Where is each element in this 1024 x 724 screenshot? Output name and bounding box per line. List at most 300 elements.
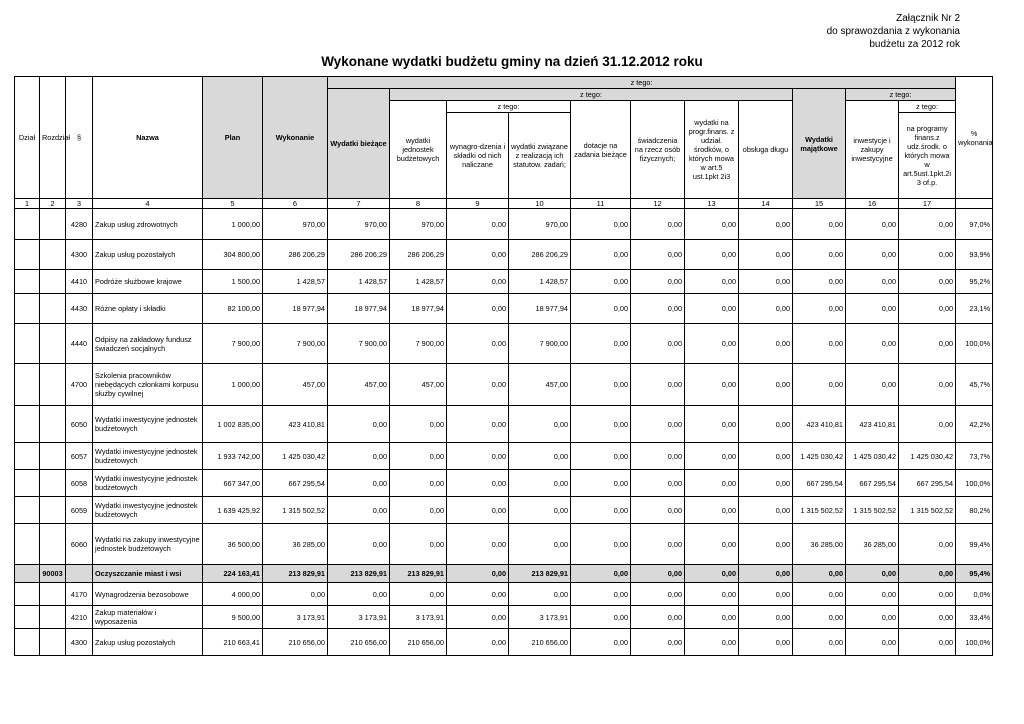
- cell-obs: 0,00: [739, 209, 793, 240]
- header-plan: Plan: [203, 77, 263, 199]
- cell-inw: 0,00: [846, 583, 899, 606]
- cell-inw: 0,00: [846, 364, 899, 406]
- cell-dzial: [15, 294, 40, 324]
- cell-inw: 0,00: [846, 629, 899, 656]
- cell-wyk: 36 285,00: [263, 524, 328, 565]
- cell-wyk: 667 295,54: [263, 470, 328, 497]
- cell-stat: 3 173,91: [509, 606, 571, 629]
- cell-progr: 0,00: [685, 470, 739, 497]
- cell-dot: 0,00: [571, 497, 631, 524]
- cell-swi: 0,00: [631, 406, 685, 443]
- cell-maj: 1 315 502,52: [793, 497, 846, 524]
- cell-dot: 0,00: [571, 443, 631, 470]
- cell-plan: 4 000,00: [203, 583, 263, 606]
- cell-biez: 0,00: [328, 583, 390, 606]
- cell-plan: 1 000,00: [203, 209, 263, 240]
- cell-plan: 1 500,00: [203, 270, 263, 294]
- cell-nazwa: Różne opłaty i składki: [93, 294, 203, 324]
- header-progr-finans: wydatki na progr.finans. z udział. środków, o których mowa w art.5 ust.1pkt 2i3: [685, 101, 739, 199]
- cell-obs: 0,00: [739, 497, 793, 524]
- cell-pct: 23,1%: [956, 294, 993, 324]
- cell-jedn: 970,00: [390, 209, 447, 240]
- cell-nazwa: Zakup usług pozostałych: [93, 629, 203, 656]
- column-number: 6: [263, 199, 328, 209]
- cell-rozdzial: [40, 364, 66, 406]
- cell-par: 6059: [66, 497, 93, 524]
- cell-nazwa: Wydatki inwestycyjne jednostek budżetowych: [93, 443, 203, 470]
- cell-inw: 1 315 502,52: [846, 497, 899, 524]
- cell-biez: 0,00: [328, 406, 390, 443]
- cell-swi: 0,00: [631, 443, 685, 470]
- cell-obs: 0,00: [739, 406, 793, 443]
- cell-dot: 0,00: [571, 294, 631, 324]
- cell-prog: 0,00: [899, 406, 956, 443]
- cell-wyn: 0,00: [447, 524, 509, 565]
- cell-pct: 97,0%: [956, 209, 993, 240]
- cell-par: 4300: [66, 629, 93, 656]
- cell-plan: 1 639 425,92: [203, 497, 263, 524]
- cell-wyk: 1 428,57: [263, 270, 328, 294]
- header-rozdzial: Rozdział: [40, 77, 66, 199]
- cell-progr: 0,00: [685, 497, 739, 524]
- column-number: 1: [15, 199, 40, 209]
- cell-progr: 0,00: [685, 524, 739, 565]
- cell-swi: 0,00: [631, 324, 685, 364]
- header-majatkowe: Wydatki majątkowe: [793, 89, 846, 199]
- column-number: 5: [203, 199, 263, 209]
- attachment-note: [827, 12, 960, 51]
- header-z-tego-majatkowe: z tego:: [846, 89, 956, 101]
- cell-nazwa: Zakup usług pozostałych: [93, 240, 203, 270]
- cell-jedn: 1 428,57: [390, 270, 447, 294]
- table-row: [15, 583, 993, 606]
- header-inwestycje: inwestycje i zakupy inwestycyjne: [846, 101, 899, 199]
- cell-rozdzial: [40, 470, 66, 497]
- cell-biez: 970,00: [328, 209, 390, 240]
- cell-par: 4170: [66, 583, 93, 606]
- cell-prog: 0,00: [899, 565, 956, 583]
- cell-stat: 457,00: [509, 364, 571, 406]
- header-statutowe: wydatki związane z realizacją ich statutow. zadań;: [509, 113, 571, 199]
- cell-prog: 0,00: [899, 209, 956, 240]
- column-number: 7: [328, 199, 390, 209]
- cell-swi: 0,00: [631, 294, 685, 324]
- cell-pct: 0,0%: [956, 583, 993, 606]
- cell-prog: 0,00: [899, 364, 956, 406]
- cell-swi: 0,00: [631, 240, 685, 270]
- cell-stat: 0,00: [509, 470, 571, 497]
- table-row: [15, 524, 993, 565]
- cell-plan: 1 933 742,00: [203, 443, 263, 470]
- cell-stat: 970,00: [509, 209, 571, 240]
- cell-dot: 0,00: [571, 209, 631, 240]
- cell-dzial: [15, 209, 40, 240]
- cell-rozdzial: [40, 629, 66, 656]
- cell-progr: 0,00: [685, 583, 739, 606]
- column-number: 14: [739, 199, 793, 209]
- cell-wyk: 210 656,00: [263, 629, 328, 656]
- cell-progr: 0,00: [685, 443, 739, 470]
- cell-jedn: 3 173,91: [390, 606, 447, 629]
- cell-maj: 0,00: [793, 294, 846, 324]
- cell-biez: 210 656,00: [328, 629, 390, 656]
- cell-wyn: 0,00: [447, 606, 509, 629]
- cell-wyn: 0,00: [447, 565, 509, 583]
- cell-rozdzial: [40, 324, 66, 364]
- header-dzial: Dział: [15, 77, 40, 199]
- cell-maj: 0,00: [793, 240, 846, 270]
- cell-pct: 42,2%: [956, 406, 993, 443]
- cell-obs: 0,00: [739, 606, 793, 629]
- cell-par: 4430: [66, 294, 93, 324]
- cell-prog: 1 315 502,52: [899, 497, 956, 524]
- cell-biez: 18 977,94: [328, 294, 390, 324]
- cell-maj: 423 410,81: [793, 406, 846, 443]
- cell-wyk: 423 410,81: [263, 406, 328, 443]
- cell-stat: 1 428,57: [509, 270, 571, 294]
- cell-dzial: [15, 629, 40, 656]
- cell-maj: 0,00: [793, 629, 846, 656]
- cell-swi: 0,00: [631, 524, 685, 565]
- cell-wyk: 457,00: [263, 364, 328, 406]
- cell-swi: 0,00: [631, 497, 685, 524]
- cell-rozdzial: [40, 524, 66, 565]
- column-number: 4: [93, 199, 203, 209]
- column-number: 17: [899, 199, 956, 209]
- cell-rozdzial: [40, 294, 66, 324]
- cell-wyn: 0,00: [447, 209, 509, 240]
- cell-maj: 0,00: [793, 364, 846, 406]
- cell-dot: 0,00: [571, 270, 631, 294]
- header-swiadczenia: świadczenia na rzecz osób fizycznych;: [631, 101, 685, 199]
- cell-dzial: [15, 364, 40, 406]
- cell-nazwa: Wynagrodzenia bezosobowe: [93, 583, 203, 606]
- table-row: [15, 324, 993, 364]
- cell-pct: 100,0%: [956, 324, 993, 364]
- cell-dzial: [15, 524, 40, 565]
- cell-plan: 304 800,00: [203, 240, 263, 270]
- column-number: 8: [390, 199, 447, 209]
- cell-jedn: 286 206,29: [390, 240, 447, 270]
- cell-pct: 45,7%: [956, 364, 993, 406]
- cell-stat: 0,00: [509, 524, 571, 565]
- header-z-tego-inw: z tego:: [899, 101, 956, 113]
- cell-dzial: [15, 565, 40, 583]
- cell-biez: 1 428,57: [328, 270, 390, 294]
- cell-maj: 667 295,54: [793, 470, 846, 497]
- header-z-tego-top: z tego:: [328, 77, 956, 89]
- cell-biez: 3 173,91: [328, 606, 390, 629]
- cell-jedn: 0,00: [390, 406, 447, 443]
- cell-pct: 80,2%: [956, 497, 993, 524]
- cell-pct: 93,9%: [956, 240, 993, 270]
- table-row: [15, 364, 993, 406]
- cell-dzial: [15, 583, 40, 606]
- cell-par: 6050: [66, 406, 93, 443]
- cell-wyn: 0,00: [447, 583, 509, 606]
- cell-wyk: 3 173,91: [263, 606, 328, 629]
- cell-prog: 0,00: [899, 583, 956, 606]
- cell-inw: 0,00: [846, 240, 899, 270]
- cell-wyk: 213 829,91: [263, 565, 328, 583]
- cell-jedn: 0,00: [390, 443, 447, 470]
- cell-dzial: [15, 240, 40, 270]
- column-number: 11: [571, 199, 631, 209]
- cell-rozdzial: [40, 270, 66, 294]
- cell-par: 6057: [66, 443, 93, 470]
- cell-dzial: [15, 606, 40, 629]
- cell-wyn: 0,00: [447, 240, 509, 270]
- cell-progr: 0,00: [685, 294, 739, 324]
- cell-plan: 1 002 835,00: [203, 406, 263, 443]
- header-jedn-budz: wydatki jednostek budżetowych: [390, 101, 447, 199]
- header-biezace: Wydatki bieżące: [328, 89, 390, 199]
- cell-maj: 0,00: [793, 324, 846, 364]
- cell-plan: 9 500,00: [203, 606, 263, 629]
- cell-wyn: 0,00: [447, 324, 509, 364]
- cell-wyk: 286 206,29: [263, 240, 328, 270]
- cell-obs: 0,00: [739, 443, 793, 470]
- section-total-row: [15, 565, 993, 583]
- cell-swi: 0,00: [631, 606, 685, 629]
- cell-dot: 0,00: [571, 364, 631, 406]
- header-nazwa: Nazwa: [93, 77, 203, 199]
- cell-stat: 0,00: [509, 583, 571, 606]
- cell-stat: 18 977,94: [509, 294, 571, 324]
- table-row: [15, 497, 993, 524]
- cell-obs: 0,00: [739, 524, 793, 565]
- cell-swi: 0,00: [631, 583, 685, 606]
- cell-prog: 0,00: [899, 270, 956, 294]
- cell-rozdzial: 90003: [40, 565, 66, 583]
- cell-dot: 0,00: [571, 629, 631, 656]
- cell-obs: 0,00: [739, 324, 793, 364]
- cell-progr: 0,00: [685, 606, 739, 629]
- cell-par: 4410: [66, 270, 93, 294]
- cell-wyn: 0,00: [447, 470, 509, 497]
- cell-obs: 0,00: [739, 270, 793, 294]
- attachment-line-2: do sprawozdania z wykonania: [826, 26, 960, 37]
- attachment-line-3: budżetu za 2012 rok: [869, 39, 960, 50]
- attachment-line-1: Załącznik Nr 2: [896, 13, 960, 24]
- cell-stat: 0,00: [509, 443, 571, 470]
- cell-rozdzial: [40, 240, 66, 270]
- cell-nazwa: Wydatki inwestycyjne jednostek budżetowych: [93, 497, 203, 524]
- cell-inw: 0,00: [846, 324, 899, 364]
- cell-dzial: [15, 406, 40, 443]
- cell-stat: 0,00: [509, 406, 571, 443]
- cell-obs: 0,00: [739, 629, 793, 656]
- cell-nazwa: Wydatki inwestycyjne jednostek budżetowych: [93, 406, 203, 443]
- cell-plan: 667 347,00: [203, 470, 263, 497]
- cell-pct: 33,4%: [956, 606, 993, 629]
- column-number: 13: [685, 199, 739, 209]
- cell-plan: 210 663,41: [203, 629, 263, 656]
- cell-rozdzial: [40, 209, 66, 240]
- cell-swi: 0,00: [631, 470, 685, 497]
- cell-pct: 95,2%: [956, 270, 993, 294]
- cell-progr: 0,00: [685, 406, 739, 443]
- header-wynagrodzenia: wynagro-dzenia i składki od nich naliczane: [447, 113, 509, 199]
- cell-wyk: 1 425 030,42: [263, 443, 328, 470]
- cell-wyn: 0,00: [447, 294, 509, 324]
- cell-par: 4280: [66, 209, 93, 240]
- cell-wyk: 18 977,94: [263, 294, 328, 324]
- cell-wyn: 0,00: [447, 270, 509, 294]
- cell-prog: 0,00: [899, 629, 956, 656]
- table-row: [15, 443, 993, 470]
- cell-stat: 286 206,29: [509, 240, 571, 270]
- cell-prog: 0,00: [899, 294, 956, 324]
- cell-obs: 0,00: [739, 364, 793, 406]
- cell-obs: 0,00: [739, 470, 793, 497]
- cell-jedn: 210 656,00: [390, 629, 447, 656]
- cell-maj: 0,00: [793, 209, 846, 240]
- cell-biez: 0,00: [328, 470, 390, 497]
- cell-maj: 36 285,00: [793, 524, 846, 565]
- cell-maj: 0,00: [793, 565, 846, 583]
- cell-dot: 0,00: [571, 606, 631, 629]
- cell-nazwa: Zakup materiałów i wyposażenia: [93, 606, 203, 629]
- cell-maj: 0,00: [793, 606, 846, 629]
- cell-biez: 7 900,00: [328, 324, 390, 364]
- cell-par: 4210: [66, 606, 93, 629]
- cell-jedn: 7 900,00: [390, 324, 447, 364]
- cell-dot: 0,00: [571, 470, 631, 497]
- cell-jedn: 0,00: [390, 524, 447, 565]
- cell-par: 6058: [66, 470, 93, 497]
- cell-obs: 0,00: [739, 583, 793, 606]
- cell-swi: 0,00: [631, 364, 685, 406]
- cell-progr: 0,00: [685, 364, 739, 406]
- budget-table-body: [15, 209, 993, 656]
- header-dotacje: dotacje na zadania bieżące: [571, 101, 631, 199]
- cell-wyn: 0,00: [447, 497, 509, 524]
- cell-rozdzial: [40, 406, 66, 443]
- cell-prog: 0,00: [899, 240, 956, 270]
- cell-inw: 0,00: [846, 606, 899, 629]
- header-z-tego-jedn: z tego:: [447, 101, 571, 113]
- cell-swi: 0,00: [631, 565, 685, 583]
- cell-par: [66, 565, 93, 583]
- cell-dot: 0,00: [571, 524, 631, 565]
- cell-progr: 0,00: [685, 565, 739, 583]
- cell-biez: 286 206,29: [328, 240, 390, 270]
- cell-nazwa: Szkolenia pracowników niebędących członkami korpusu służby cywilnej: [93, 364, 203, 406]
- column-number: 15: [793, 199, 846, 209]
- cell-dot: 0,00: [571, 565, 631, 583]
- cell-jedn: 18 977,94: [390, 294, 447, 324]
- cell-maj: 1 425 030,42: [793, 443, 846, 470]
- column-number: 10: [509, 199, 571, 209]
- cell-inw: 1 425 030,42: [846, 443, 899, 470]
- cell-pct: 73,7%: [956, 443, 993, 470]
- cell-pct: 100,0%: [956, 470, 993, 497]
- document-title: Wykonane wydatki budżetu gminy na dzień 31.12.2012 roku: [321, 54, 703, 69]
- cell-plan: 82 100,00: [203, 294, 263, 324]
- cell-wyk: 7 900,00: [263, 324, 328, 364]
- cell-prog: 0,00: [899, 324, 956, 364]
- cell-dzial: [15, 324, 40, 364]
- cell-par: 4300: [66, 240, 93, 270]
- cell-wyk: 970,00: [263, 209, 328, 240]
- cell-nazwa: Podróże służbowe krajowe: [93, 270, 203, 294]
- cell-dot: 0,00: [571, 583, 631, 606]
- cell-inw: 36 285,00: [846, 524, 899, 565]
- cell-rozdzial: [40, 443, 66, 470]
- table-row: [15, 470, 993, 497]
- cell-plan: 224 163,41: [203, 565, 263, 583]
- column-number: 2: [40, 199, 66, 209]
- cell-nazwa: Odpisy na zakładowy fundusz świadczeń socjalnych: [93, 324, 203, 364]
- header-z-tego-biezace: z tego:: [390, 89, 793, 101]
- cell-biez: 213 829,91: [328, 565, 390, 583]
- cell-biez: 0,00: [328, 497, 390, 524]
- cell-progr: 0,00: [685, 324, 739, 364]
- cell-wyk: 1 315 502,52: [263, 497, 328, 524]
- cell-jedn: 213 829,91: [390, 565, 447, 583]
- header-paragraf: §: [66, 77, 93, 199]
- column-number: 16: [846, 199, 899, 209]
- table-row: [15, 270, 993, 294]
- cell-nazwa: Oczyszczanie miast i wsi: [93, 565, 203, 583]
- cell-maj: 0,00: [793, 270, 846, 294]
- cell-progr: 0,00: [685, 629, 739, 656]
- cell-swi: 0,00: [631, 629, 685, 656]
- cell-plan: 7 900,00: [203, 324, 263, 364]
- cell-dzial: [15, 443, 40, 470]
- cell-nazwa: Wydatki na zakupy inwestycyjne jednostek budżetowych: [93, 524, 203, 565]
- cell-inw: 0,00: [846, 209, 899, 240]
- column-number-row: [15, 199, 993, 209]
- cell-jedn: 0,00: [390, 583, 447, 606]
- cell-wyn: 0,00: [447, 629, 509, 656]
- table-row: [15, 294, 993, 324]
- table-row: [15, 406, 993, 443]
- table-row: [15, 629, 993, 656]
- table-row: [15, 240, 993, 270]
- column-number: 12: [631, 199, 685, 209]
- header-obsluga: obsługa długu: [739, 101, 793, 199]
- budget-table: [14, 76, 993, 656]
- cell-obs: 0,00: [739, 240, 793, 270]
- cell-rozdzial: [40, 497, 66, 524]
- cell-dot: 0,00: [571, 240, 631, 270]
- cell-pct: 100,0%: [956, 629, 993, 656]
- cell-stat: 210 656,00: [509, 629, 571, 656]
- cell-nazwa: Zakup usług zdrowotnych: [93, 209, 203, 240]
- cell-nazwa: Wydatki inwestycyjne jednostek budżetowych: [93, 470, 203, 497]
- column-number: [956, 199, 993, 209]
- cell-inw: 423 410,81: [846, 406, 899, 443]
- cell-progr: 0,00: [685, 270, 739, 294]
- cell-jedn: 0,00: [390, 497, 447, 524]
- cell-inw: 0,00: [846, 294, 899, 324]
- cell-pct: 99,4%: [956, 524, 993, 565]
- cell-dot: 0,00: [571, 406, 631, 443]
- cell-biez: 457,00: [328, 364, 390, 406]
- cell-prog: 0,00: [899, 524, 956, 565]
- cell-prog: 0,00: [899, 606, 956, 629]
- cell-obs: 0,00: [739, 294, 793, 324]
- cell-pct: 95,4%: [956, 565, 993, 583]
- cell-plan: 1 000,00: [203, 364, 263, 406]
- cell-dzial: [15, 497, 40, 524]
- cell-dot: 0,00: [571, 324, 631, 364]
- cell-biez: 0,00: [328, 443, 390, 470]
- header-procent: % wykonania: [956, 77, 993, 199]
- cell-progr: 0,00: [685, 240, 739, 270]
